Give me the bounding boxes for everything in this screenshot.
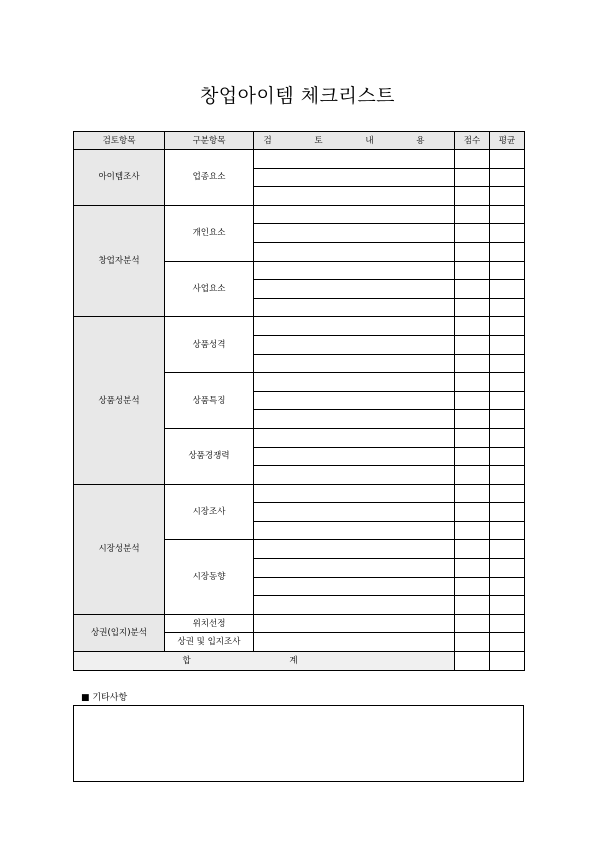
content-cell[interactable] [254,280,455,299]
header-average: 평균 [490,132,525,150]
average-cell[interactable] [490,410,525,429]
average-cell[interactable] [490,577,525,596]
content-cell[interactable] [254,224,455,243]
content-cell[interactable] [254,242,455,261]
average-cell[interactable] [490,503,525,522]
total-score-cell[interactable] [455,652,490,671]
sub-business-factor: 사업요소 [165,261,254,317]
average-cell[interactable] [490,280,525,299]
notes-box[interactable] [73,705,524,782]
score-cell[interactable] [455,521,490,540]
category-founder-analysis: 창업자분석 [74,205,165,317]
average-cell[interactable] [490,205,525,224]
score-cell[interactable] [455,335,490,354]
table-row [74,317,525,336]
category-product-analysis: 상품성분석 [74,317,165,484]
average-cell[interactable] [490,150,525,169]
average-cell[interactable] [490,596,525,615]
content-cell[interactable] [254,484,455,503]
average-cell[interactable] [490,261,525,280]
content-cell[interactable] [254,373,455,392]
sub-product-competitiveness: 상품경쟁력 [165,428,254,484]
content-cell[interactable] [254,466,455,485]
content-cell[interactable] [254,261,455,280]
sub-product-nature: 상품성격 [165,317,254,373]
score-cell[interactable] [455,503,490,522]
average-cell[interactable] [490,466,525,485]
average-cell[interactable] [490,298,525,317]
total-label: 합 계 [74,652,455,671]
header-review-content: 검 토 내 용 [254,132,455,150]
content-cell[interactable] [254,150,455,169]
average-cell[interactable] [490,614,525,633]
content-cell[interactable] [254,447,455,466]
content-cell[interactable] [254,577,455,596]
score-cell[interactable] [455,354,490,373]
sub-market-research: 시장조사 [165,484,254,540]
header-score: 점수 [455,132,490,150]
score-cell[interactable] [455,428,490,447]
average-cell[interactable] [490,373,525,392]
content-cell[interactable] [254,391,455,410]
table-row [74,205,525,224]
content-cell[interactable] [254,187,455,206]
average-cell[interactable] [490,559,525,578]
content-cell[interactable] [254,428,455,447]
header-sub-item: 구분항목 [165,132,254,150]
sub-personal-factor: 개인요소 [165,205,254,261]
table-row [74,150,525,169]
score-cell[interactable] [455,410,490,429]
score-cell[interactable] [455,540,490,559]
average-cell[interactable] [490,354,525,373]
content-cell[interactable] [254,540,455,559]
sub-market-trend: 시장동향 [165,540,254,614]
score-cell[interactable] [455,317,490,336]
score-cell[interactable] [455,466,490,485]
average-cell[interactable] [490,242,525,261]
average-cell[interactable] [490,447,525,466]
total-row [74,652,525,671]
score-cell[interactable] [455,242,490,261]
score-cell[interactable] [455,224,490,243]
average-cell[interactable] [490,484,525,503]
score-cell[interactable] [455,261,490,280]
average-cell[interactable] [490,168,525,187]
average-cell[interactable] [490,335,525,354]
score-cell[interactable] [455,577,490,596]
content-cell[interactable] [254,168,455,187]
sub-site-selection: 위치선정 [165,614,254,633]
content-cell[interactable] [254,559,455,578]
checklist-table [73,131,525,671]
sub-industry-factor: 업종요소 [165,150,254,206]
score-cell[interactable] [455,280,490,299]
average-cell[interactable] [490,521,525,540]
content-cell[interactable] [254,614,455,633]
score-cell[interactable] [455,447,490,466]
score-cell[interactable] [455,205,490,224]
content-cell[interactable] [254,335,455,354]
score-cell[interactable] [455,373,490,392]
category-item-research: 아이템조사 [74,150,165,206]
total-average-cell[interactable] [490,652,525,671]
content-cell[interactable] [254,354,455,373]
content-cell[interactable] [254,596,455,615]
table-header-row [74,132,525,150]
content-cell[interactable] [254,298,455,317]
table-row [74,484,525,503]
sub-product-feature: 상품특징 [165,373,254,429]
score-cell[interactable] [455,150,490,169]
score-cell[interactable] [455,298,490,317]
average-cell[interactable] [490,633,525,652]
category-market-analysis: 시장성분석 [74,484,165,614]
score-cell[interactable] [455,484,490,503]
sub-trade-area-survey: 상권 및 입지조사 [165,633,254,652]
notes-label: ■ 기타사항 [81,693,128,703]
content-cell[interactable] [254,521,455,540]
score-cell[interactable] [455,391,490,410]
average-cell[interactable] [490,540,525,559]
average-cell[interactable] [490,187,525,206]
page-title: 창업아이템 체크리스트 [199,85,396,107]
average-cell[interactable] [490,428,525,447]
content-cell[interactable] [254,317,455,336]
content-cell[interactable] [254,410,455,429]
category-location-analysis: 상권(입지)분석 [74,614,165,651]
score-cell[interactable] [455,614,490,633]
header-review-item: 검토항목 [74,132,165,150]
content-cell[interactable] [254,503,455,522]
score-cell[interactable] [455,168,490,187]
average-cell[interactable] [490,391,525,410]
score-cell[interactable] [455,187,490,206]
average-cell[interactable] [490,317,525,336]
score-cell[interactable] [455,596,490,615]
table-row [74,614,525,633]
score-cell[interactable] [455,559,490,578]
score-cell[interactable] [455,633,490,652]
content-cell[interactable] [254,633,455,652]
average-cell[interactable] [490,224,525,243]
content-cell[interactable] [254,205,455,224]
